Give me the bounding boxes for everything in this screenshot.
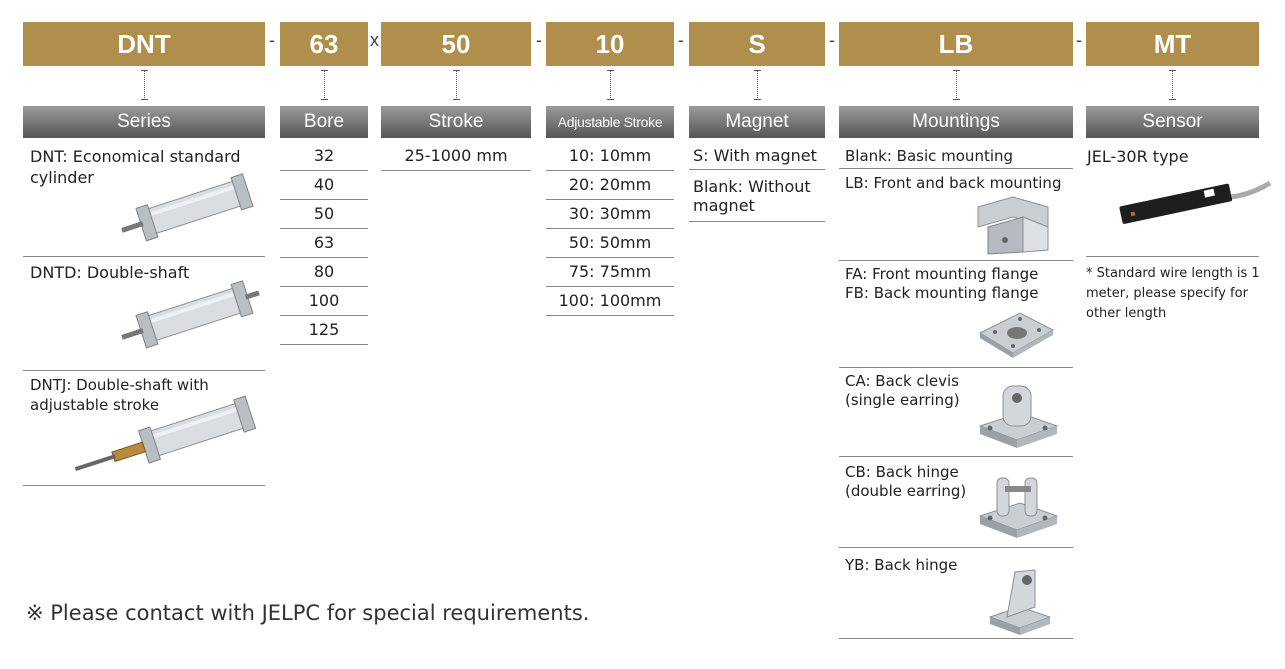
header-mountings: Mountings <box>839 106 1073 138</box>
divider <box>23 370 265 371</box>
connector-line <box>757 70 759 100</box>
mounting-cb: CB: Back hinge (double earring) <box>845 463 967 500</box>
code-series: DNT <box>23 22 265 66</box>
back-hinge-image <box>985 562 1055 637</box>
header-bore: Bore <box>280 106 368 138</box>
divider <box>1086 256 1259 257</box>
connector-line <box>610 70 612 100</box>
mounting-yb: YB: Back hinge <box>845 556 958 574</box>
code-adjustable-stroke: 10 <box>546 22 674 66</box>
header-magnet: Magnet <box>689 106 825 138</box>
mounting-fb: FB: Back mounting flange <box>845 284 1039 302</box>
connector-line <box>456 70 458 100</box>
magnet-item-s: S: With magnet <box>689 141 825 170</box>
footer-note: ※ Please contact with JELPC for special requirements. <box>26 601 590 625</box>
sensor-image <box>1110 175 1270 235</box>
code-sensor: MT <box>1086 22 1259 66</box>
header-series: Series <box>23 106 265 138</box>
bore-option: 125 <box>280 315 368 345</box>
divider <box>23 256 265 257</box>
connector-line <box>324 70 326 100</box>
mounting-ca: CA: Back clevis (single earring) <box>845 372 960 409</box>
divider <box>839 260 1073 261</box>
header-sensor: Sensor <box>1086 106 1259 138</box>
adjustable-stroke-option: 50: 50mm <box>546 228 674 258</box>
separator-dash: - <box>269 30 275 50</box>
mounting-fa: FA: Front mounting flange <box>845 265 1039 283</box>
code-mountings: LB <box>839 22 1073 66</box>
stroke-range: 25-1000 mm <box>381 141 531 171</box>
sensor-note: * Standard wire length is 1 meter, please specify for other length <box>1086 266 1260 321</box>
bore-option: 63 <box>280 228 368 258</box>
divider <box>839 456 1073 457</box>
separator-dash: - <box>829 30 835 50</box>
divider <box>689 221 825 222</box>
separator-dash: - <box>536 30 542 50</box>
divider <box>839 638 1073 639</box>
divider <box>23 485 265 486</box>
mounting-lb: LB: Front and back mounting <box>845 174 1062 192</box>
adjustable-stroke-option: 10: 10mm <box>546 141 674 171</box>
bore-option: 32 <box>280 141 368 171</box>
code-stroke: 50 <box>381 22 531 66</box>
flange-image <box>975 308 1055 363</box>
clevis-image <box>975 378 1060 453</box>
divider <box>839 547 1073 548</box>
header-stroke: Stroke <box>381 106 531 138</box>
mounting-blank: Blank: Basic mounting <box>845 147 1014 165</box>
adjustable-stroke-option: 20: 20mm <box>546 170 674 200</box>
magnet-item-blank: Blank: Without magnet <box>693 177 811 215</box>
code-bore: 63 <box>280 22 368 66</box>
connector-line <box>144 70 146 100</box>
bore-option: 50 <box>280 199 368 229</box>
double-shaft-cylinder-image <box>118 285 263 355</box>
separator-x: x <box>370 30 379 50</box>
bore-option: 40 <box>280 170 368 200</box>
bore-option: 80 <box>280 257 368 287</box>
connector-line <box>1172 70 1174 100</box>
bore-option: 100 <box>280 286 368 316</box>
separator-dash: - <box>1076 30 1082 50</box>
header-adjustable-stroke: Adjustable Stroke <box>546 106 674 138</box>
sensor-type: JEL-30R type <box>1087 147 1189 166</box>
divider <box>839 168 1073 169</box>
adjustable-stroke-option: 30: 30mm <box>546 199 674 229</box>
adjustable-stroke-cylinder-image <box>72 405 267 480</box>
code-magnet: S <box>689 22 825 66</box>
divider <box>839 367 1073 368</box>
adjustable-stroke-option: 100: 100mm <box>546 286 674 316</box>
double-earring-hinge-image <box>975 468 1060 543</box>
connector-line <box>956 70 958 100</box>
adjustable-stroke-option: 75: 75mm <box>546 257 674 287</box>
separator-dash: - <box>678 30 684 50</box>
series-item-dnt: DNT: Economical standard cylinder <box>30 147 241 187</box>
series-item-dntj: DNTJ: Double-shaft with adjustable stroke <box>30 376 209 414</box>
series-item-dntd: DNTD: Double-shaft <box>30 263 190 282</box>
cylinder-image <box>118 178 263 248</box>
lb-bracket-image <box>968 192 1058 257</box>
